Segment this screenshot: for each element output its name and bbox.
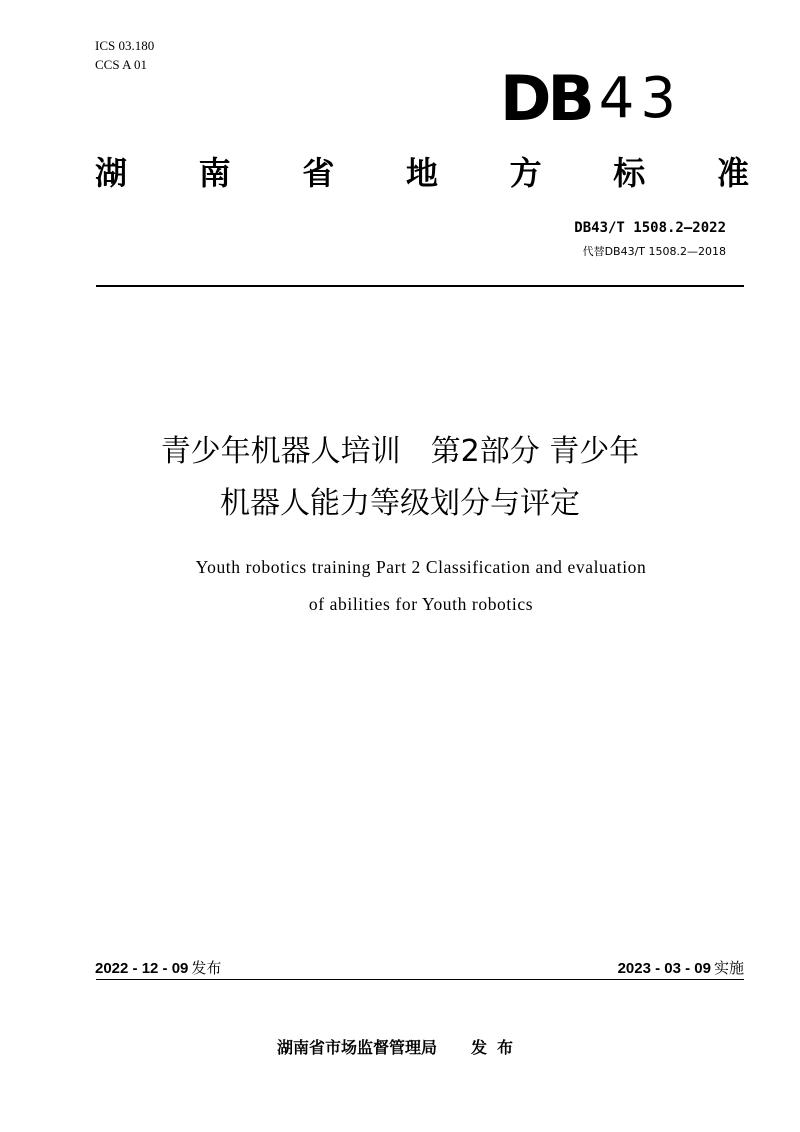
publisher-action: 发布 <box>471 1038 524 1057</box>
replaced-standard: 代替DB43/T 1508.2—2018 <box>582 245 726 258</box>
province-code: 43 <box>598 66 682 131</box>
publisher-line <box>0 1037 800 1059</box>
ccs-code: CCS A 01 <box>95 57 148 72</box>
implementation-label: 实施 <box>713 959 744 977</box>
standard-type-char: 省 <box>302 154 335 192</box>
standard-type-char: 准 <box>716 154 749 192</box>
footer-divider <box>96 979 744 980</box>
title-chinese-line-2: 机器人能力等级划分与评定 <box>220 486 580 521</box>
standard-type-char: 湖 <box>95 154 128 192</box>
issue-date: 2022 - 12 - 09 <box>95 960 189 977</box>
standard-type-char: 地 <box>405 154 438 192</box>
db-letters: DB <box>500 62 591 135</box>
ics-code: ICS 03.180 <box>95 38 155 53</box>
standard-type-char: 方 <box>509 154 542 192</box>
standard-mark <box>500 64 710 134</box>
standard-type-heading <box>95 148 749 198</box>
standard-number: DB43/T 1508.2—2022 <box>574 220 726 236</box>
issue-label: 发布 <box>191 959 222 977</box>
standard-type-char: 标 <box>613 154 646 192</box>
implementation-date: 2023 - 03 - 09 <box>617 960 711 977</box>
header-divider <box>96 285 744 287</box>
title-chinese-line-1: 青少年机器人培训 第2部分 青少年 <box>160 434 640 469</box>
title-english-line-2: of abilities for Youth robotics <box>308 594 534 614</box>
title-english-line-1: Youth robotics training Part 2 Classification and evaluation <box>195 557 647 577</box>
standard-type-char: 南 <box>198 154 231 192</box>
implementation-date-line <box>618 958 744 979</box>
publisher-name: 湖南省市场监督管理局 <box>276 1038 437 1057</box>
issue-date-line <box>95 958 221 979</box>
